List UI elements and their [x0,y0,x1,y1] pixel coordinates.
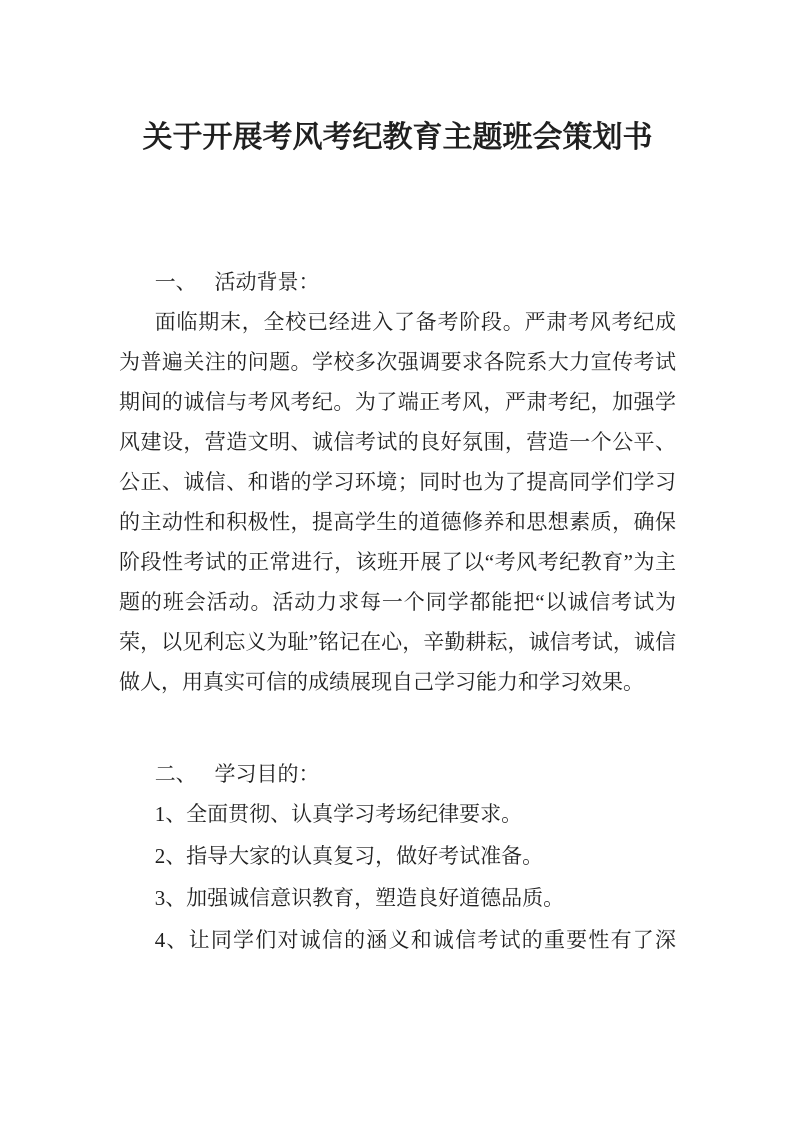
section-2-number: 二、 [154,762,197,786]
section-1-number: 一、 [154,270,197,294]
section-1-paragraph: 面临期末，全校已经进入了备考阶段。严肃考风考纪成为普遍关注的问题。学校多次强调要求各院系大力宣传考试期间的诚信与考风考纪。为了端正考风，严肃考纪，加强学风建设，营造文明、诚信考试的良好氛围，营造一个公平、公正、诚信、和谐的学习环境；同时也为了提高同学们学习的主动性和积极性，提高学生的道德修养和思想素质，确保阶段性考试的正常进行，该班开展了以“考风考纪教育”为主题的班会活动。活动力求每一个同学都能把“以诚信考试为荣，以见利忘义为耻”铭记在心，辛勤耕耘，诚信考试，诚信做人，用真实可信的成绩展现自己学习能力和学习效果。 [119,310,676,694]
section-1-heading-label: 活动背景： [214,270,320,294]
section-1-heading [119,262,676,302]
document-title: 关于开展考风考纪教育主题班会策划书 [142,121,653,154]
section-2-heading [119,754,676,794]
list-item-2: 2、指导大家的认真复习，做好考试准备。 [154,844,544,868]
list-item-1: 1、全面贯彻、认真学习考场纪律要求。 [154,802,523,826]
list-item-3: 3、加强诚信意识教育，塑造良好道德品质。 [154,886,565,910]
list-item-4: 4、让同学们对诚信的涵义和诚信考试的重要性有了深 [154,928,676,952]
section-2-heading-label: 学习目的： [214,762,320,786]
